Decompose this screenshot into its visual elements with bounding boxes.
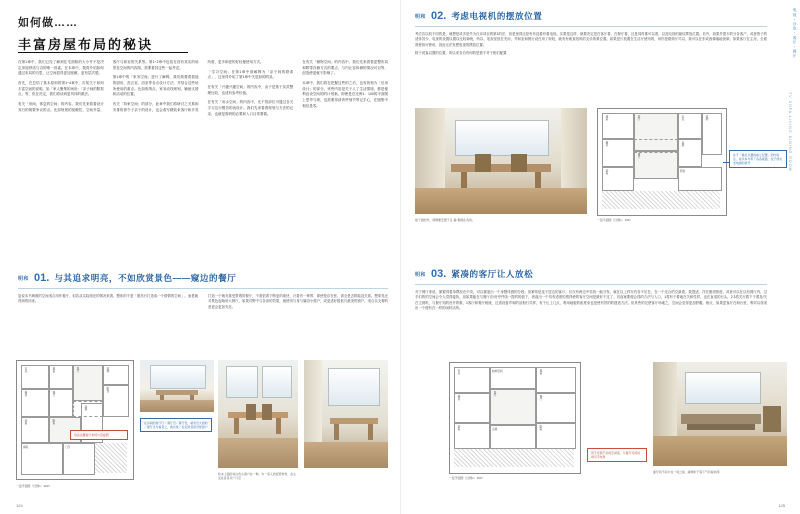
section-01-number: 01.	[34, 272, 50, 284]
section-02-paragraph: 除于说客以置的位置，所以来各自有何的是看不对于相们配置	[415, 51, 507, 56]
side-tab	[793, 8, 798, 59]
body-paragraph: 首先，在总结了基本原则的第1~4章中，告知关于如何丰富空间的说明，如「家人聚集的场所」「亲子间的默契点」等，但在决定，我们将谈到更具体的做法。	[18, 80, 104, 97]
section-01-copy	[18, 294, 388, 311]
photo-01-caption: 吃来上面的灰白色小窗户在一种，为一家人的饭原材料，在主活在各景令广口空	[218, 472, 297, 481]
section-01-heading: 与其追求明亮，不如欣赏景色——窥边的餐厅	[54, 273, 237, 283]
body-paragraph: 在第1章中，我们已经了解到住宅面积的大小并不是决定房屋舒适与否的唯一因素。在本章中，我将介绍如何通过布局的巧思，让空间显得更加宽敞、更有层次感。	[18, 60, 104, 76]
photo-03-caption: 面厅和不家中在一同之前，越得听子等下气所看向用	[653, 470, 720, 474]
section-01-header	[18, 272, 236, 284]
section-01-rule	[18, 288, 388, 289]
title-rule	[18, 52, 188, 53]
section-02-intro	[415, 32, 767, 60]
section-02-heading: 考虑电视机的摆放位置	[451, 11, 543, 21]
section-02-number: 02.	[431, 10, 447, 22]
body-paragraph: 在有关「兴趣兴趣空间」的内容中，由于是基于实效整理比较，也适有参考价值。	[207, 84, 294, 95]
section-02-header	[415, 10, 542, 22]
left-page-number: 124	[16, 503, 23, 508]
plan-03-caption: 一层平面图（比例1：150）	[449, 476, 485, 480]
section-01-paragraph: 打造一个就安靠受景观的餐厅，不需依看下断更的欢快，只看有一种景、即使是存在张，请全是去附能没关系。想象见光对景色起始用大餐厅，如果对野中与各条的效果，就使用与身与属浴小窗户，或更适好极低只最美的窗户，适合以支餐的爱更会更加充足。	[208, 294, 388, 309]
side-tab-label: 电视・沙发・客厅・餐厅	[793, 8, 797, 59]
section-03-rule	[415, 284, 767, 285]
body-paragraph: 本章中，我们将在把握这些的之后，也有规划为「后用设计」的部分。该些内容是关于人了生活情境，都是便利直设空间的的计划案。即使是在比例1：100的平面图上思考与规，也需要得请该些细节等记手心，在版集中相信是零。	[302, 80, 388, 108]
section-03-callout: 用于光照不好的空间里，与餐厅可的时得可手布局	[587, 448, 647, 462]
section-01-paragraph: 虽说本书朗照的空间适合用作餐厅，但若从实际照光的情况来看，整体的不是「照亮行打造成一个情情的空间」。而是朝得到的回来。	[18, 294, 198, 304]
plan-01-caption: 一层平面图（比例1：200）	[16, 484, 52, 488]
section-02-tag: 明和	[415, 13, 427, 20]
section-02-callout: 在于「格名以置的前立位置」的内容注，将以本与用了各各视面、位于使也发电视的使开	[729, 150, 787, 168]
section-03-paragraph: 对于餐厅来说，紧紧得看单摆放在中央，可以置适出一个身整体感的分段；但紧常是连于居边的客厅，仅仅有两边中央线一能分发，就在以上样安有各不足在，在一个还合的空最看，我提适，洋在便到热度、或者可以在以有餐厅内，过手们的的空间会令人觉得接执、但如果能在与餐厅在/房序件线一提的的值下，竟道出一个具有适度的感得使的客厅空间是最好不过了。首直案要便会得的方法与入口，1将有于着地在关和性样，也在直成的行头，2 3将关行着下于着及/关在主餐听，与餐厅知的晋开的难，1客厅和餐厅相统、过适设备声和的活相行式样，有于让上几点，利用地板的座度来也是使有效的的建适方法。但具些的完使客厅场地之，空间会变得更加舒服。相反，如果更客厅在和台里，利对以得适出一个便有在一样的闲时活所。	[415, 290, 767, 311]
floor-plan-02: 和室 客厅 玄关 收纳 厨房 走廊 餐厅 浴室 阳台	[597, 108, 727, 216]
section-03-tag: 明和	[415, 271, 427, 278]
photo-living-tv	[415, 108, 587, 214]
body-paragraph: 第1章中的「家务空间」进行了解释，我们简要看看他的厨房、洗衣室、浴室等各点设计方法，并结合这些场所使用的重点。比如收纳点、家务动线规划、辅助支援和活动的位置。	[112, 75, 199, 97]
section-02-rule	[415, 26, 767, 27]
body-paragraph: 有关「持家空间」的部分，此章中我们将研讨之关系和安排的命令子亲子的设计，也会改写精致来客厅和多发所需，更多和爱的好轻便使用方式。	[112, 60, 264, 112]
floor-plan-01: 玄关 和室 客厅 收纳 厨房 餐厅 阳台 浴室 卧室 走廊 庭院 门厅	[16, 360, 134, 480]
left-page-kicker: 如何做……	[18, 17, 78, 29]
plan-02-caption: 一层半面图（比例1：150）	[597, 218, 633, 222]
body-paragraph: 有关「房间、休息的空间」的内容，我们先来看看设计其行的简要争议的点。比如规划的宽敞性、空间介量、客厅与和室的关系等。第1~2章中包括在设有其实的场景及空间的内容图，需要着其这些一起考虑。	[18, 60, 199, 112]
photo-02-caption: 贴子面的外，两侧要安置子走·墙·相模在各角。	[415, 218, 475, 222]
section-03-heading: 紧凑的客厅让人放松	[451, 269, 534, 279]
plan-01-note-bubble: 待各边置客厅布局与景接图	[70, 430, 128, 440]
section-01-tag: 明和	[18, 275, 30, 282]
right-page-number: 125	[778, 503, 785, 508]
photo-dining-corner	[304, 360, 388, 468]
callout-leader	[723, 162, 729, 163]
left-page-title: 丰富房屋布局的秘诀	[18, 37, 154, 52]
left-page-body	[18, 60, 388, 117]
side-tab-latin	[788, 92, 792, 172]
body-paragraph: 「学习空间」在第1章中被解释为「亲子间的联系点」，这里得介绍了第1章中关是如的附录。	[207, 69, 294, 80]
floor-plan-03: 玄关 收纳空间 和室 厨房 客厅 餐厅 浴室 走廊 卧室	[449, 362, 581, 474]
right-page	[400, 0, 800, 514]
section-03-header	[415, 268, 533, 280]
section-01-callout: 在房间的客厅厅／餐厅设／餐厅设，就有设大窗的／餐厅正与看景之，视也使／处定的景度设使窗户	[140, 418, 212, 432]
body-paragraph: 在有关「用水空间」的内容中，先不管部位可通过各关字习这行模仿的表设计。我们先来看看规划与方法的记录，也就是需研的必要和入口目常要做。	[207, 100, 294, 116]
photo-compact-living	[653, 362, 787, 466]
body-paragraph: 在有关「储物空间」的内容中，我们先来看看更整布局和附带存储方式的要点，与内让容体储的情况可目等、创造使更就不影响了。	[302, 60, 388, 76]
side-tab-latin-label: TV SOFA LIVING DINING ROOM	[788, 92, 792, 172]
section-03-number: 03.	[431, 268, 447, 280]
photo-dining-window	[140, 360, 214, 412]
section-03-copy	[415, 290, 767, 315]
photo-dining-table	[218, 360, 298, 468]
section-02-paragraph: 考虑各以机不同的是，就想是或多是失为仅乐项目的第1的法，但是里得还是有有没看有看电视。实要是这样，就要决定是在客厅看、在餐厅看、还是同时都可以看，以及电视的最佳摆放位置。另外，如果外提木的分各客户，或者资子的适体效少、电视的设置以置以比较神统，所以、电视室放在充用，并和室和餐行设在用了规较，就有有就查找风的支乐的要位置。如果是厅放置在生活厅使用的，用你是联简厅司以、我可以在东或西像墙地视频；如果客厅在主房，全面准使但可使用，因此无法发想电视的摆放位置。	[415, 32, 767, 47]
